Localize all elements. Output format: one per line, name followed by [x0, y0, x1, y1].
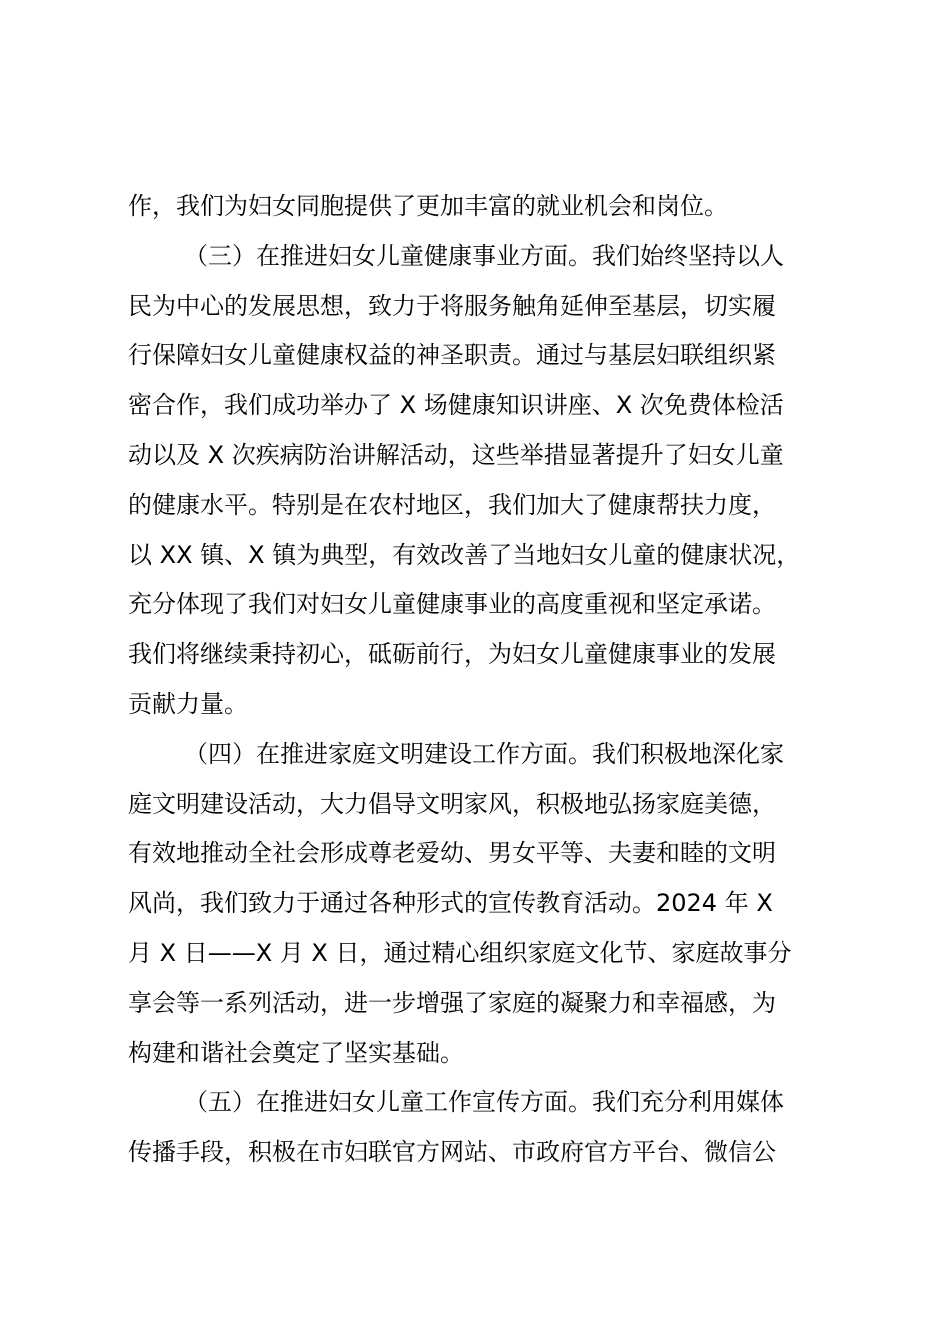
text-line: 月 X 日——X 月 X 日，通过精心组织家庭文化节、家庭故事分 — [128, 938, 792, 967]
text-line: 贡献力量。 — [128, 689, 248, 718]
text-line: 构建和谐社会奠定了坚实基础。 — [128, 1038, 464, 1067]
text-line: 以 XX 镇、X 镇为典型，有效改善了当地妇女儿童的健康状况， — [128, 540, 801, 569]
text-line: 行保障妇女儿童健康权益的神圣职责。通过与基层妇联组织紧 — [128, 341, 776, 370]
text-line: 传播手段，积极在市妇联官方网站、市政府官方平台、微信公 — [128, 1138, 776, 1167]
text-line: 民为中心的发展思想，致力于将服务触角延伸至基层，切实履 — [128, 291, 776, 320]
text-line: 动以及 X 次疾病防治讲解活动，这些举措显著提升了妇女儿童 — [128, 440, 784, 469]
text-line: 有效地推动全社会形成尊老爱幼、男女平等、夫妻和睦的文明 — [128, 839, 776, 868]
text-line: 的健康水平。特别是在农村地区，我们加大了健康帮扶力度， — [128, 490, 776, 519]
text-line: 风尚，我们致力于通过各种形式的宣传教育活动。2024 年 X — [128, 889, 773, 918]
text-line: 作，我们为妇女同胞提供了更加丰富的就业机会和岗位。 — [128, 192, 728, 220]
text-line: 享会等一系列活动，进一步增强了家庭的凝聚力和幸福感，为 — [128, 988, 776, 1017]
text-line: 我们将继续秉持初心，砥砺前行，为妇女儿童健康事业的发展 — [128, 640, 776, 669]
paragraph-heading-4: （四）在推进家庭文明建设工作方面。我们积极地深化家 — [184, 739, 784, 768]
text-line: 庭文明建设活动，大力倡导文明家风，积极地弘扬家庭美德， — [128, 789, 776, 818]
text-line: 充分体现了我们对妇女儿童健康事业的高度重视和坚定承诺。 — [128, 590, 776, 619]
paragraph-heading-3: （三）在推进妇女儿童健康事业方面。我们始终坚持以人 — [184, 241, 784, 270]
text-line: 密合作，我们成功举办了 X 场健康知识讲座、X 次免费体检活 — [128, 391, 784, 420]
body-text — [128, 182, 868, 1178]
paragraph-heading-5: （五）在推进妇女儿童工作宣传方面。我们充分利用媒体 — [184, 1088, 784, 1117]
